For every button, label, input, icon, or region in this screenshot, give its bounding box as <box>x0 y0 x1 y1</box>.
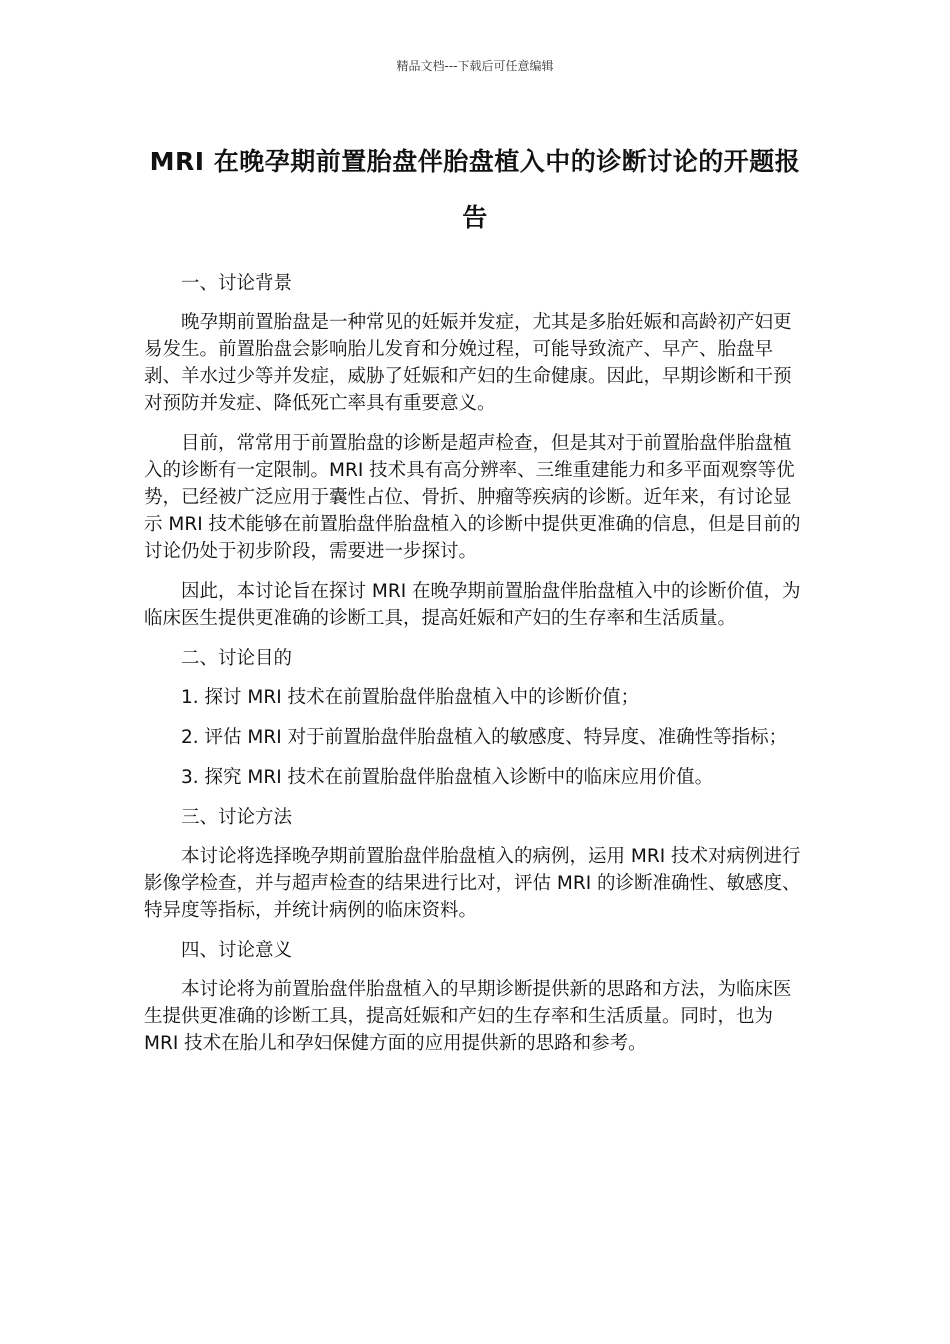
section-heading-significance: 四、讨论意义 <box>181 940 293 961</box>
section-heading-methods: 三、讨论方法 <box>181 807 293 828</box>
document-title: MRI 在晚孕期前置胎盘伴胎盘植入中的诊断讨论的开题报告 <box>149 147 801 232</box>
paragraph: 本讨论将选择晚孕期前置胎盘伴胎盘植入的病例，运用 MRI 技术对病例进行影像学检查，并与超声检查的结果进行比对，评估 MRI 的诊断准确性、敏感度、特异度等指标，并统计病例的临床资料。 <box>144 846 801 921</box>
paragraph: 因此，本讨论旨在探讨 MRI 在晚孕期前置胎盘伴胎盘植入中的诊断价值，为临床医生提供更准确的诊断工具，提高妊娠和产妇的生存率和生活质量。 <box>144 581 801 629</box>
list-item: 3. 探究 MRI 技术在前置胎盘伴胎盘植入诊断中的临床应用价值。 <box>181 767 714 788</box>
paragraph: 晚孕期前置胎盘是一种常见的妊娠并发症，尤其是多胎妊娠和高龄初产妇更易发生。前置胎盘会影响胎儿发育和分娩过程，可能导致流产、早产、胎盘早剥、羊水过少等并发症，威胁了妊娠和产妇的生命健康。因此，早期诊断和干预对预防并发症、降低死亡率具有重要意义。 <box>144 312 792 414</box>
section-heading-background: 一、讨论背景 <box>181 273 293 294</box>
list-item: 1. 探讨 MRI 技术在前置胎盘伴胎盘植入中的诊断价值； <box>181 687 640 708</box>
page-header: 精品文档---下载后可任意编辑 <box>396 59 554 73</box>
section-heading-objectives: 二、讨论目的 <box>181 648 293 669</box>
paragraph: 本讨论将为前置胎盘伴胎盘植入的早期诊断提供新的思路和方法，为临床医生提供更准确的诊断工具，提高妊娠和产妇的生存率和生活质量。同时，也为 MRI 技术在胎儿和孕妇保健方面的应用提供新的思路和参考。 <box>144 979 792 1054</box>
document-body <box>144 270 806 1070</box>
paragraph: 目前，常常用于前置胎盘的诊断是超声检查，但是其对于前置胎盘伴胎盘植入的诊断有一定限制。MRI 技术具有高分辨率、三维重建能力和多平面观察等优势，已经被广泛应用于囊性占位、骨折、肿瘤等疾病的诊断。近年来，有讨论显示 MRI 技术能够在前置胎盘伴胎盘植入的诊断中提供更准确的信息，但是目前的讨论仍处于初步阶段，需要进一步探讨。 <box>144 433 801 562</box>
list-item: 2. 评估 MRI 对于前置胎盘伴胎盘植入的敏感度、特异度、准确性等指标； <box>181 727 788 748</box>
